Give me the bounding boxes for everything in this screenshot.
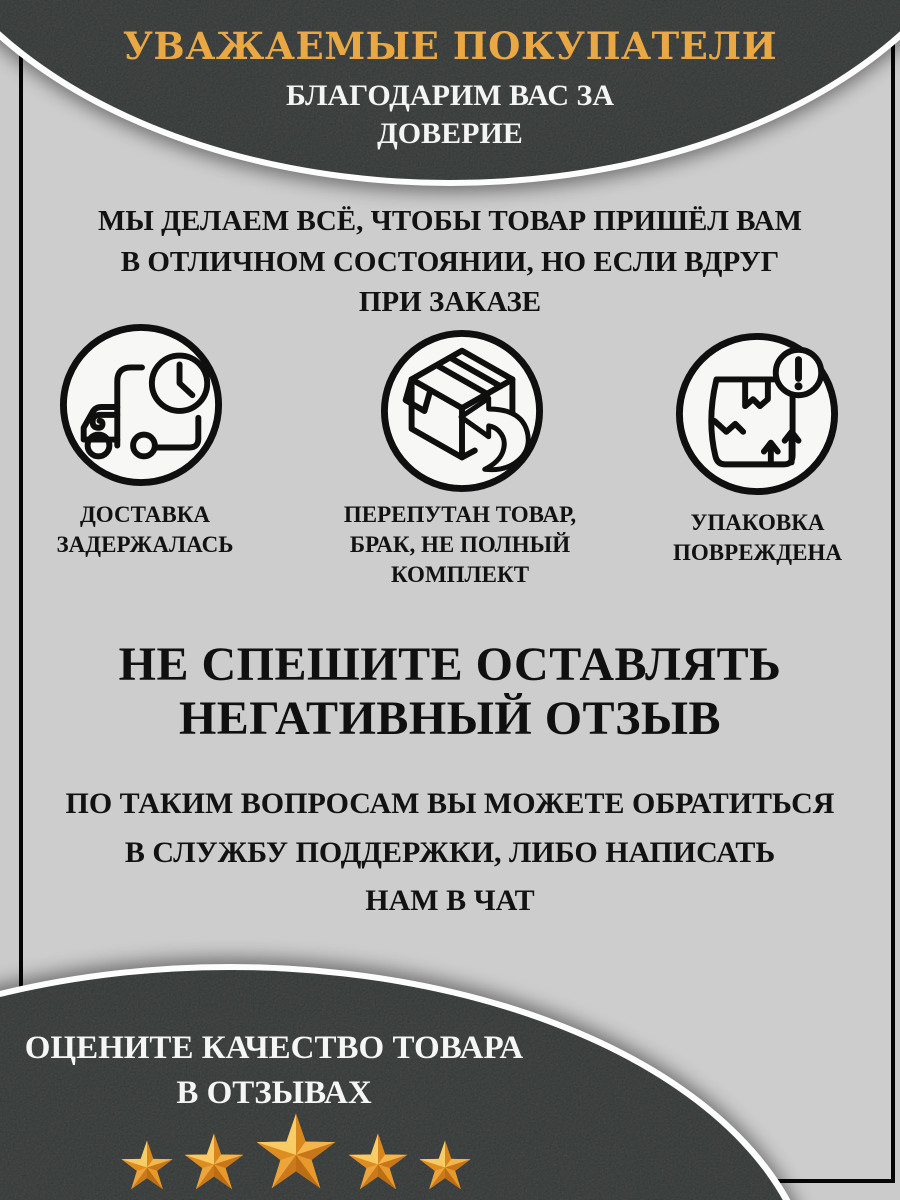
footer-heading-line: ОЦЕНИТЕ КАЧЕСТВО ТОВАРА xyxy=(24,1030,524,1066)
issue-wrong-item xyxy=(378,327,546,495)
issue-label-line: ПЕРЕПУТАН ТОВАР, xyxy=(343,502,577,527)
issue-label-packaging xyxy=(610,508,900,568)
box-return-arrow-icon xyxy=(378,327,546,495)
warning-line: НЕГАТИВНЫЙ ОТЗЫВ xyxy=(178,691,722,745)
intro-paragraph xyxy=(0,201,900,323)
star-icon xyxy=(253,1110,339,1192)
issue-label-line: ДОСТАВКА xyxy=(79,502,211,527)
intro-line: МЫ ДЕЛАЕМ ВСЁ, ЧТОБЫ ТОВАР ПРИШЁЛ ВАМ xyxy=(97,205,802,237)
warning-line: НЕ СПЕШИТЕ ОСТАВЛЯТЬ xyxy=(118,638,782,691)
footer-heading xyxy=(0,1026,548,1116)
warning-heading xyxy=(0,638,900,746)
support-line: В СЛУЖБУ ПОДДЕРЖКИ, ЛИБО НАПИСАТЬ xyxy=(124,835,776,869)
subtitle-line: ДОВЕРИЕ xyxy=(377,117,523,151)
page-title: УВАЖАЕМЫЕ ПОКУПАТЕЛИ xyxy=(122,24,778,68)
page-subtitle xyxy=(0,77,900,154)
intro-line: ПРИ ЗАКАЗЕ xyxy=(358,286,542,319)
issue-delivery-delayed xyxy=(57,321,225,489)
damaged-package-icon xyxy=(673,330,841,498)
star-icon xyxy=(182,1131,246,1192)
issue-label-line: ЗАДЕРЖАЛАСЬ xyxy=(56,531,234,557)
intro-line: В ОТЛИЧНОМ СОСТОЯНИИ, НО ЕСЛИ ВДРУГ xyxy=(120,245,780,278)
subtitle-line: БЛАГОДАРИМ ВАС ЗА xyxy=(285,79,615,112)
support-line: НАМ В ЧАТ xyxy=(365,884,535,918)
issue-label-line: ПОВРЕЖДЕНА xyxy=(673,539,842,565)
delivery-truck-clock-icon xyxy=(57,321,225,489)
star-rating xyxy=(0,1104,592,1192)
issue-damaged-packaging xyxy=(673,330,841,498)
star-icon xyxy=(417,1138,473,1192)
support-paragraph xyxy=(0,780,900,926)
issue-label-line: УПАКОВКА xyxy=(690,510,825,535)
footer-heading-line: В ОТЗЫВАХ xyxy=(176,1075,372,1112)
star-icon xyxy=(346,1131,410,1192)
issue-label-line: КОМПЛЕКТ xyxy=(390,561,530,587)
support-line: ПО ТАКИМ ВОПРОСАМ ВЫ МОЖЕТЕ ОБРАТИТЬСЯ xyxy=(65,787,835,820)
issue-label-line: БРАК, НЕ ПОЛНЫЙ xyxy=(349,531,571,557)
star-icon xyxy=(119,1138,175,1192)
issue-label-wrong-item xyxy=(310,500,610,590)
issue-label-delivery xyxy=(0,500,290,560)
